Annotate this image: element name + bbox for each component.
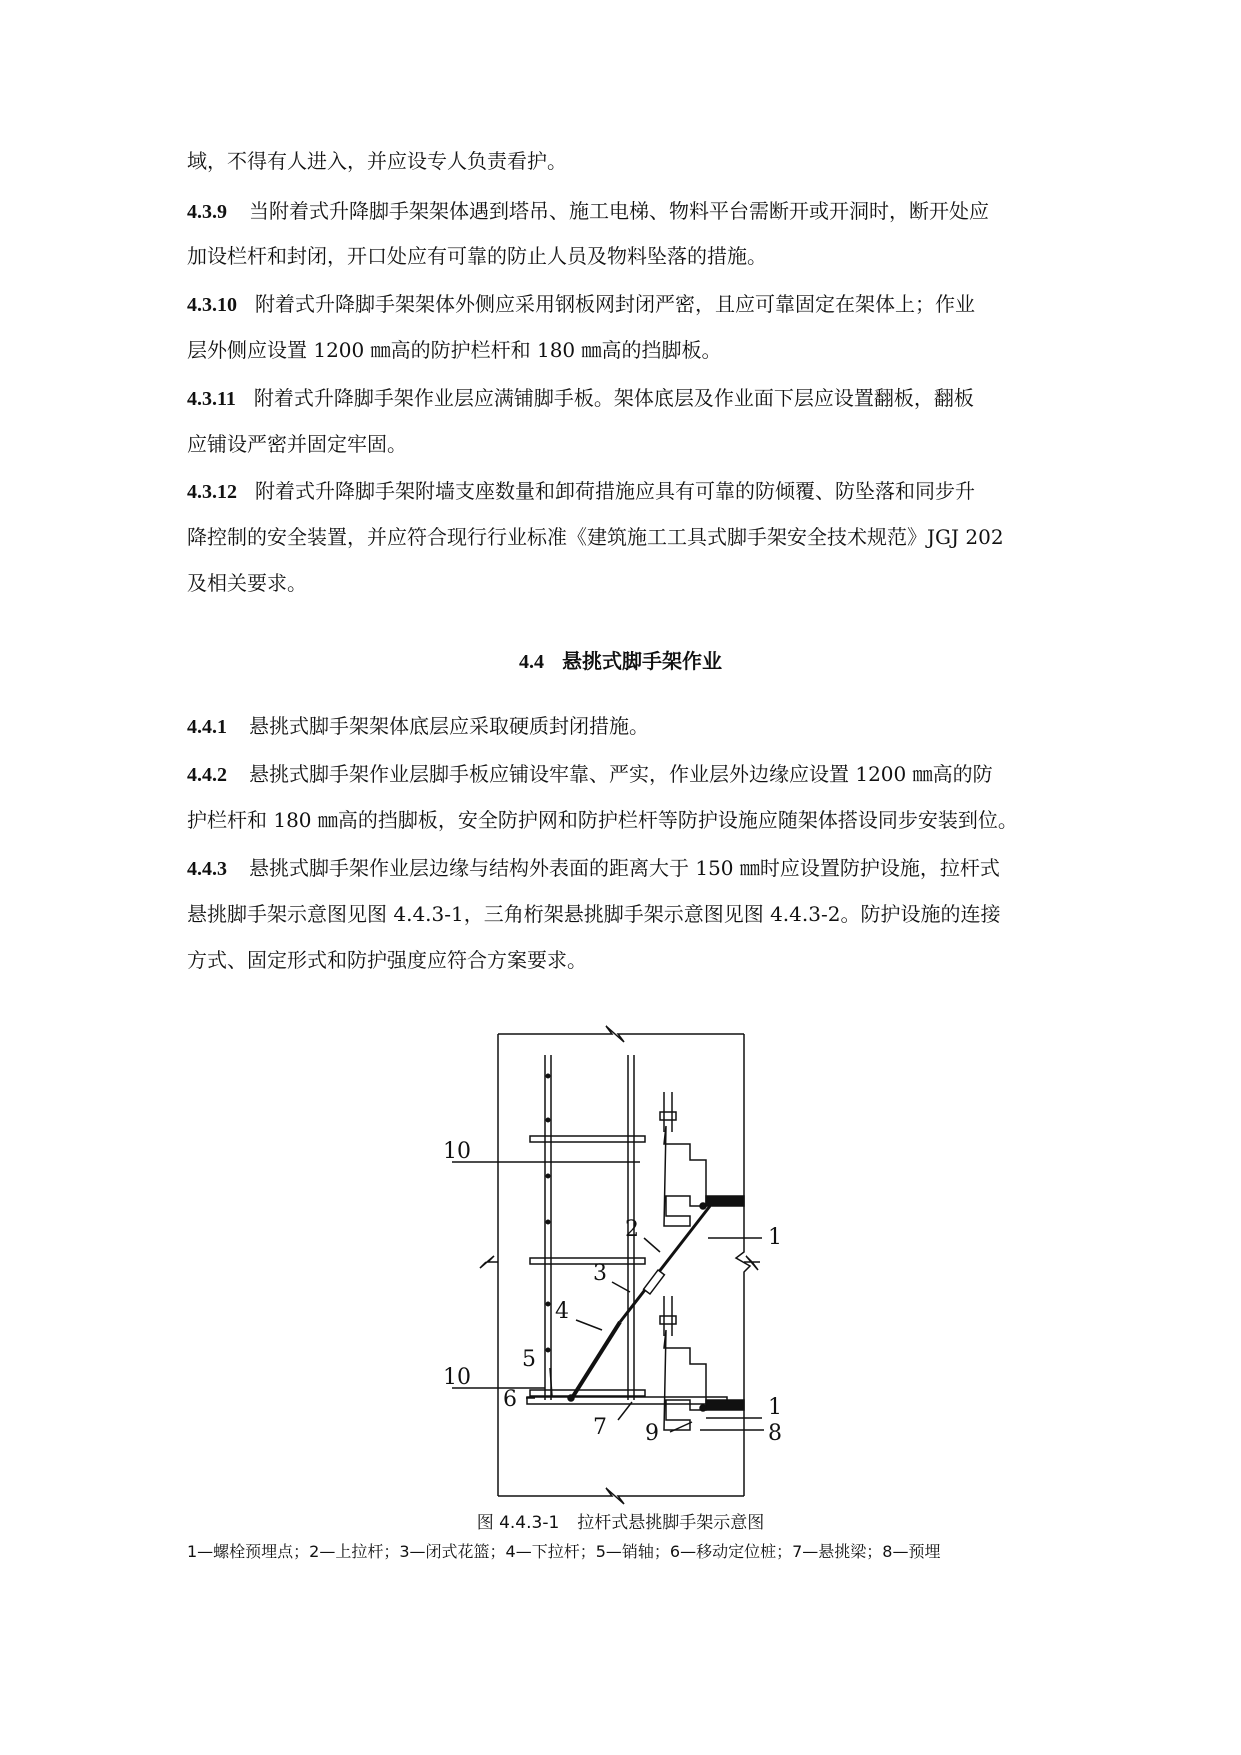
clause-number: 4.3.11 <box>187 388 236 410</box>
clause-4-4-1: 4.4.1 悬挑式脚手架架体底层应采取硬质封闭措施。 <box>187 714 649 738</box>
embedded-bolt-upper <box>706 1196 744 1206</box>
label-1-lower: 1 <box>768 1395 782 1420</box>
clause-4-3-11: 4.3.11 附着式升降脚手架作业层应满铺脚手板。架体底层及作业面下层应设置翻板，翻板 <box>187 386 974 410</box>
clause-4-3-12: 4.3.12 附着式升降脚手架附墙支座数量和卸荷措施应具有可靠的防倾覆、防坠落和同步升 <box>187 479 975 503</box>
clause-4-3-12-line2: 降控制的安全装置，并应符合现行行业标准《建筑施工工具式脚手架安全技术规范》JGJ 202 <box>187 525 1004 549</box>
right-break-upper <box>744 1256 760 1270</box>
clause-number: 4.4.2 <box>187 764 227 786</box>
slab-upper <box>664 1126 706 1226</box>
clause-4-3-9: 4.3.9 当附着式升降脚手架架体遇到塔吊、施工电梯、物料平台需断开或开洞时，断开处应 <box>187 199 989 223</box>
label-1-upper: 1 <box>768 1225 782 1250</box>
label-7: 7 <box>593 1415 607 1440</box>
clause-4-4-3-line3: 方式、固定形式和防护强度应符合方案要求。 <box>187 948 587 972</box>
cantilever-beam <box>527 1397 727 1404</box>
post-cap-2 <box>660 1316 676 1324</box>
pin-axle <box>568 1395 574 1401</box>
clause-number: 4.4.1 <box>187 716 227 738</box>
frame-top-left <box>498 1026 744 1042</box>
post-cap-1 <box>660 1112 676 1120</box>
clause-4-3-11-line2: 应铺设严密并固定牢固。 <box>187 432 407 456</box>
left-break <box>480 1256 498 1268</box>
clause-4-4-2: 4.4.2 悬挑式脚手架作业层脚手板应铺设牢靠、严实，作业层外边缘应设置 1200 ㎜高的防 <box>187 762 993 786</box>
clause-number: 4.4.3 <box>187 858 227 880</box>
clause-4-3-9-line2: 加设栏杆和封闭，开口处应有可靠的防止人员及物料坠落的措施。 <box>187 244 767 268</box>
frame-right <box>736 1034 750 1496</box>
paragraph-continuation: 域，不得有人进入，并应设专人负责看护。 <box>187 149 567 173</box>
turnbuckle <box>644 1270 665 1294</box>
label-9: 9 <box>645 1421 659 1446</box>
clause-4-3-10: 4.3.10 附着式升降脚手架架体外侧应采用钢板网封闭严密，且应可靠固定在架体上；作业 <box>187 292 975 316</box>
lower-tie-rod <box>572 1322 620 1398</box>
frame-bottom <box>498 1488 744 1504</box>
label-10-upper: 10 <box>443 1139 471 1164</box>
clause-4-3-10-line2: 层外侧应设置 1200 ㎜高的防护栏杆和 180 ㎜高的挡脚板。 <box>187 338 722 362</box>
slab-lower <box>664 1330 706 1430</box>
label-6: 6 <box>503 1387 517 1412</box>
section-heading: 4.4 悬挑式脚手架作业 <box>519 649 722 673</box>
bolt-point-upper <box>700 1203 706 1209</box>
figure-caption: 图 4.4.3-1 拉杆式悬挑脚手架示意图 <box>476 1513 765 1533</box>
label-8: 8 <box>768 1421 782 1446</box>
label-5: 5 <box>522 1347 536 1372</box>
clause-4-4-3-line2: 悬挑脚手架示意图见图 4.4.3-1，三角桁架悬挑脚手架示意图见图 4.4.3-2。防护设施的连接 <box>187 902 1001 926</box>
leader-4 <box>576 1320 602 1330</box>
clause-number: 4.3.12 <box>187 481 237 503</box>
embedded-bolt-lower <box>706 1400 744 1410</box>
label-4: 4 <box>555 1299 569 1324</box>
clause-4-4-3: 4.4.3 悬挑式脚手架作业层边缘与结构外表面的距离大于 150 ㎜时应设置防护设施，拉杆式 <box>187 856 1000 880</box>
cantilever-scaffold-diagram <box>0 1020 1241 1510</box>
label-2: 2 <box>625 1217 639 1242</box>
figure-legend: 1—螺栓预埋点；2—上拉杆；3—闭式花篮；4—下拉杆；5—销轴；6—移动定位桩；7—悬挑梁；8—预埋 <box>187 1542 941 1561</box>
clause-4-3-12-line3: 及相关要求。 <box>187 571 307 595</box>
clause-number: 4.3.10 <box>187 294 237 316</box>
clause-number: 4.3.9 <box>187 201 227 223</box>
clause-4-4-2-line2: 护栏杆和 180 ㎜高的挡脚板，安全防护网和防护栏杆等防护设施应随架体搭设同步安装到位。 <box>187 808 1018 832</box>
bolt-point-lower <box>700 1405 706 1411</box>
label-3: 3 <box>593 1261 607 1286</box>
leader-2 <box>644 1238 660 1252</box>
label-10-lower: 10 <box>443 1365 471 1390</box>
